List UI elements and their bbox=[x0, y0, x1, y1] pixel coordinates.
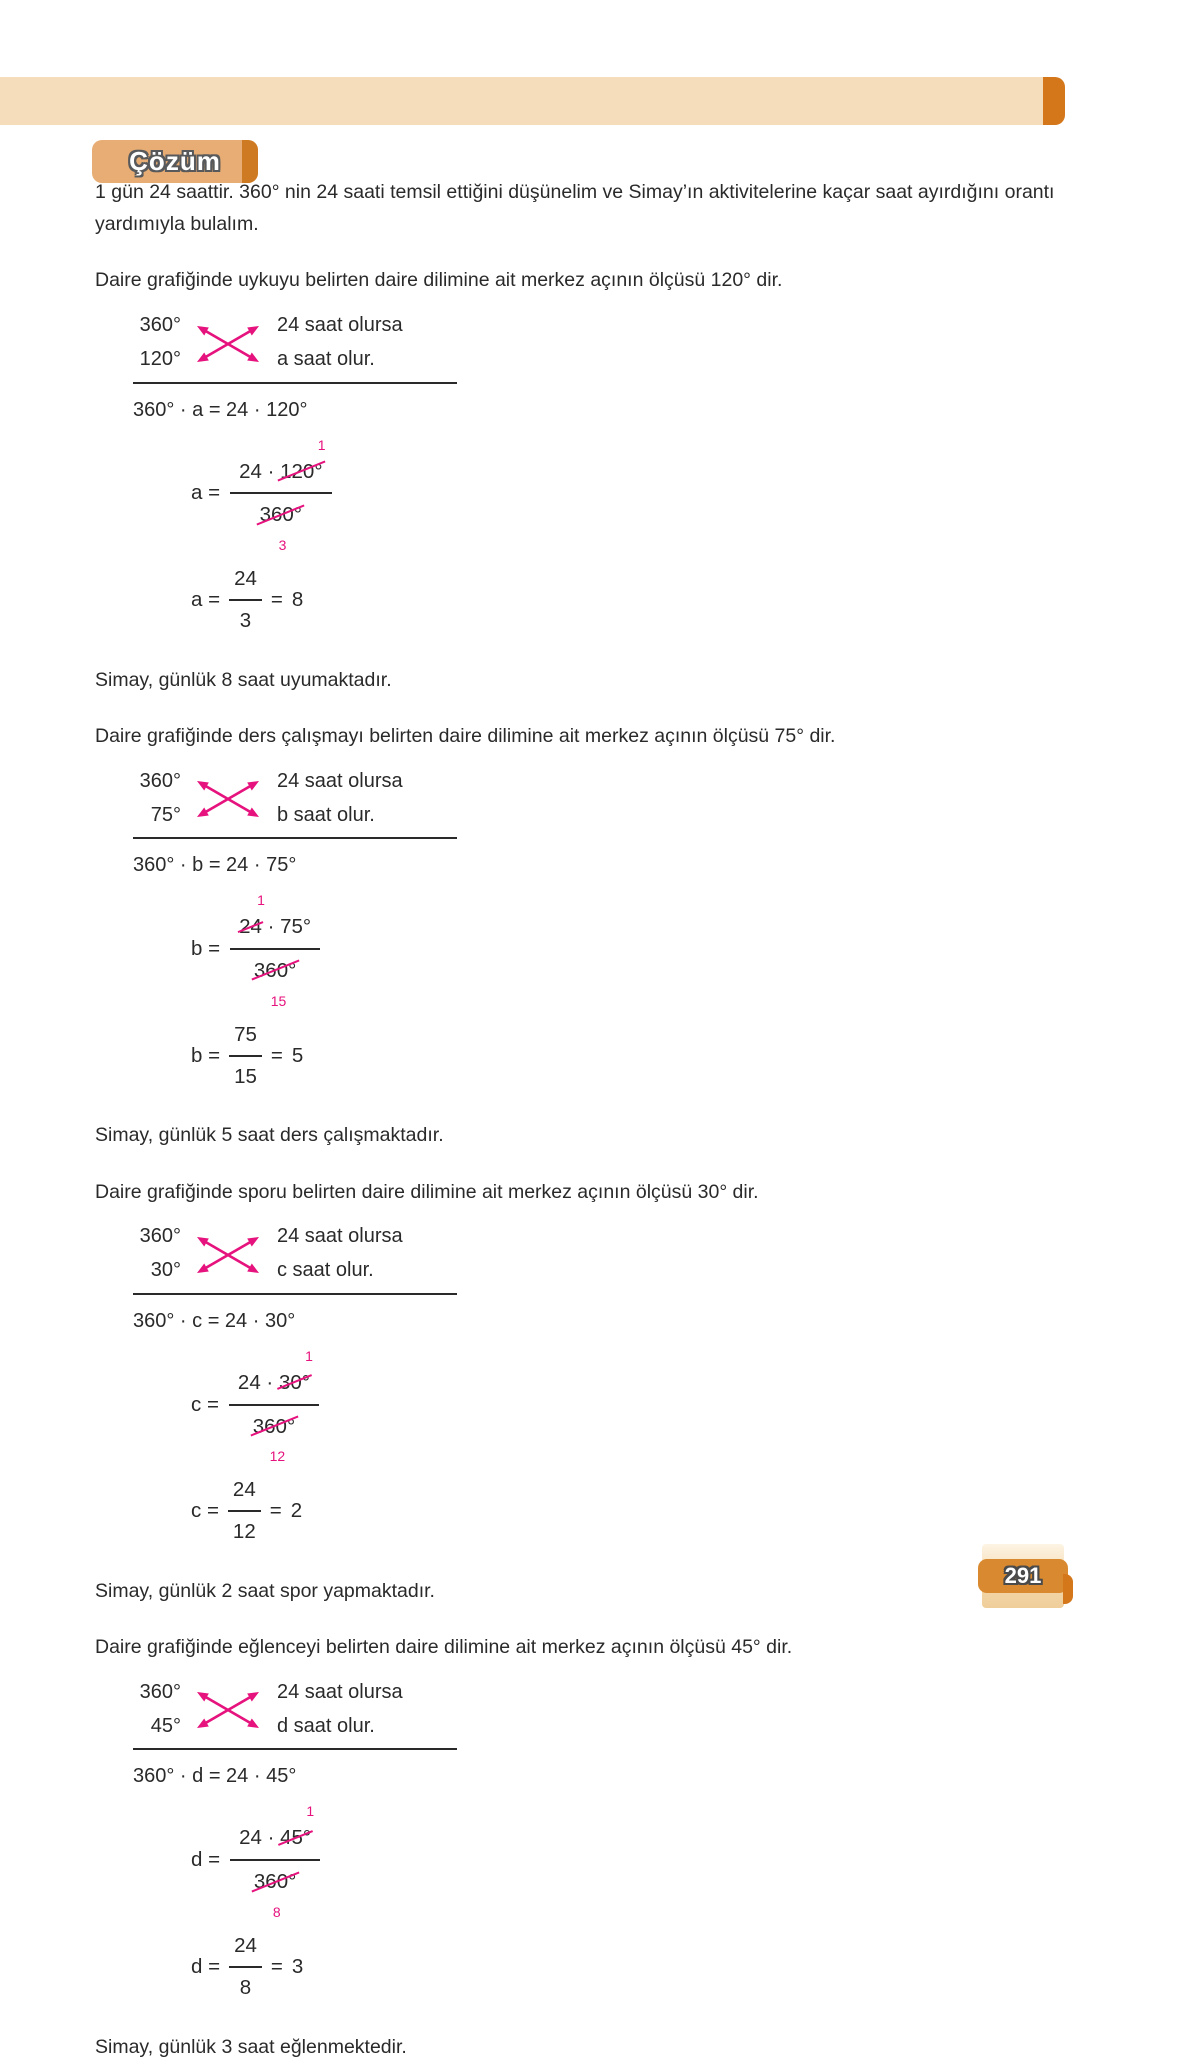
fraction-variable: d = bbox=[191, 1848, 221, 1872]
result-value: 8 bbox=[291, 588, 304, 612]
page-badge-plate bbox=[978, 1559, 1068, 1593]
section-header-bar-cap bbox=[1043, 77, 1065, 125]
result-numerator: 24 bbox=[229, 1929, 262, 1968]
equals-sign: = bbox=[269, 1499, 282, 1523]
fraction-numerator bbox=[230, 892, 320, 950]
numerator-struck-text: 24 bbox=[239, 915, 262, 939]
fraction-step bbox=[191, 1803, 1105, 1920]
proportion-degree-total: 360° bbox=[139, 1225, 181, 1248]
proportion-degree-total: 360° bbox=[139, 1680, 181, 1703]
fraction-step bbox=[191, 892, 1105, 1009]
cancel-result-top: 1 bbox=[257, 892, 265, 909]
solution-body bbox=[95, 176, 1105, 2063]
result-step bbox=[191, 1473, 1105, 1549]
result-numerator: 24 bbox=[228, 1473, 261, 1512]
proportion-row-top bbox=[133, 1675, 457, 1709]
result-denominator: 12 bbox=[232, 1520, 256, 1544]
solution-badge-label: Çözüm bbox=[129, 146, 221, 176]
cross-arrows-icon bbox=[185, 1229, 269, 1281]
intro-paragraph: 1 gün 24 saattir. 360° nin 24 saati temsil ettiğini düşünelim ve Simay’ın aktivitelerine kaçar saat ayırdığını orantı yardımıyla bulalım. bbox=[95, 181, 1055, 236]
numerator-prefix: 24 · bbox=[239, 1826, 281, 1850]
page-number-badge bbox=[978, 1544, 1074, 1610]
result-step bbox=[191, 1018, 1105, 1094]
cancel-result-bottom: 8 bbox=[272, 1903, 281, 1920]
result-variable: a = bbox=[191, 588, 221, 612]
block-intro: Daire grafiğinde eğlenceyi belirten daire dilimine ait merkez açının ölçüsü 45° dir. bbox=[95, 1636, 793, 1659]
proportion-figure bbox=[133, 764, 457, 839]
proportion-row-bottom bbox=[133, 798, 457, 832]
block-intro: Daire grafiğinde sporu belirten daire dilimine ait merkez açının ölçüsü 30° dir. bbox=[95, 1180, 759, 1203]
result-variable: d = bbox=[191, 1954, 221, 1978]
cancel-result-bottom: 12 bbox=[269, 1448, 286, 1465]
equals-sign: = bbox=[270, 588, 283, 612]
result-step bbox=[191, 562, 1105, 638]
fraction-denominator bbox=[230, 950, 320, 1009]
numerator-struck-text: 45° bbox=[280, 1826, 312, 1850]
section-header-bar bbox=[0, 77, 1045, 125]
proportion-degree-part: 120° bbox=[139, 348, 181, 371]
fraction-numerator bbox=[229, 1347, 319, 1406]
cancel-result-top: 1 bbox=[305, 1347, 313, 1364]
cancelled-numerator-value bbox=[278, 1347, 313, 1400]
proportion-figure bbox=[133, 1675, 457, 1750]
equals-sign: = bbox=[270, 1954, 283, 1978]
cancelled-denominator-value bbox=[253, 1865, 297, 1920]
proportion-row-top bbox=[133, 309, 457, 343]
cancelled-denominator-value bbox=[252, 1410, 296, 1465]
fraction bbox=[230, 1803, 320, 1920]
cancelled-numerator-value bbox=[239, 892, 265, 944]
fraction-step bbox=[191, 1347, 1105, 1465]
fraction-numerator bbox=[230, 1803, 320, 1861]
conclusion-text: Simay, günlük 3 saat eğlenmektedir. bbox=[95, 2035, 407, 2058]
proportion-degree-total: 360° bbox=[139, 769, 181, 792]
cross-arrows-icon bbox=[185, 773, 269, 825]
proportion-hours-part: b saat olur. bbox=[277, 803, 375, 826]
conclusion-text: Simay, günlük 2 saat spor yapmaktadır. bbox=[95, 1579, 435, 1602]
block-intro: Daire grafiğinde uykuyu belirten daire dilimine ait merkez açının ölçüsü 120° dir. bbox=[95, 269, 783, 292]
result-variable: b = bbox=[191, 1043, 221, 1067]
result-fraction bbox=[228, 1473, 261, 1549]
cross-product-equation: 360° · a = 24 · 120° bbox=[133, 398, 308, 421]
result-value: 5 bbox=[291, 1043, 304, 1067]
cancel-result-bottom: 15 bbox=[270, 992, 287, 1009]
result-fraction bbox=[229, 1929, 262, 2005]
block-intro: Daire grafiğinde ders çalışmayı belirten daire dilimine ait merkez açının ölçüsü 75° dir. bbox=[95, 724, 836, 747]
proportion-hours-part: c saat olur. bbox=[277, 1259, 374, 1282]
proportion-hours-total: 24 saat olursa bbox=[277, 314, 403, 337]
cancelled-denominator-value bbox=[253, 954, 297, 1009]
fraction bbox=[230, 892, 320, 1009]
cancel-result-top: 1 bbox=[317, 436, 326, 453]
page-number: 291 bbox=[1004, 1563, 1042, 1588]
fraction-denominator bbox=[230, 1861, 320, 1920]
fraction-variable: c = bbox=[191, 1392, 219, 1416]
proportion-degree-total: 360° bbox=[139, 314, 181, 337]
proportion-hours-part: a saat olur. bbox=[277, 348, 375, 371]
conclusion-text: Simay, günlük 8 saat uyumaktadır. bbox=[95, 668, 392, 691]
proportion-hours-part: d saat olur. bbox=[277, 1714, 375, 1737]
solution-block-fun bbox=[95, 1631, 1105, 2063]
cross-arrows-icon bbox=[185, 318, 269, 370]
proportion-row-top bbox=[133, 764, 457, 798]
cross-product-equation: 360° · d = 24 · 45° bbox=[133, 1765, 297, 1788]
denominator-struck-text: 360° bbox=[253, 958, 297, 982]
cancelled-numerator-value bbox=[280, 1803, 315, 1855]
numerator-struck-text: 30° bbox=[278, 1370, 310, 1394]
result-fraction bbox=[229, 562, 262, 638]
cross-arrows-icon bbox=[185, 1684, 269, 1736]
conclusion-text: Simay, günlük 5 saat ders çalışmaktadır. bbox=[95, 1124, 444, 1147]
fraction-denominator bbox=[229, 1406, 319, 1465]
cancelled-denominator-value bbox=[259, 498, 302, 554]
proportion-row-bottom bbox=[133, 343, 457, 377]
fraction-variable: b = bbox=[191, 937, 221, 961]
proportion-row-top bbox=[133, 1220, 457, 1254]
result-step bbox=[191, 1929, 1105, 2005]
cross-product-equation: 360° · b = 24 · 75° bbox=[133, 854, 297, 877]
proportion-hours-total: 24 saat olursa bbox=[277, 769, 403, 792]
denominator-struck-text: 360° bbox=[252, 1414, 296, 1438]
page-badge-fold bbox=[1063, 1574, 1073, 1604]
result-denominator: 8 bbox=[239, 1975, 252, 1999]
denominator-struck-text: 360° bbox=[253, 1870, 297, 1894]
proportion-degree-part: 45° bbox=[150, 1714, 181, 1737]
solution-block-sleep bbox=[95, 264, 1105, 696]
result-fraction bbox=[229, 1018, 262, 1094]
proportion-hours-total: 24 saat olursa bbox=[277, 1225, 403, 1248]
cancelled-numerator-value bbox=[280, 436, 326, 489]
fraction-variable: a = bbox=[191, 481, 221, 505]
cancel-result-bottom: 3 bbox=[278, 537, 287, 554]
result-denominator: 3 bbox=[239, 608, 252, 632]
result-value: 2 bbox=[290, 1499, 303, 1523]
proportion-hours-total: 24 saat olursa bbox=[277, 1680, 403, 1703]
proportion-figure bbox=[133, 1220, 457, 1295]
solution-block-study bbox=[95, 720, 1105, 1152]
cancel-result-top: 1 bbox=[306, 1803, 315, 1820]
numerator-prefix: 24 · bbox=[239, 459, 281, 483]
result-numerator: 24 bbox=[229, 562, 262, 601]
fraction-step bbox=[191, 436, 1105, 554]
solution-block-sport bbox=[95, 1176, 1105, 1608]
result-variable: c = bbox=[191, 1499, 219, 1523]
proportion-row-bottom bbox=[133, 1709, 457, 1743]
result-denominator: 15 bbox=[234, 1064, 257, 1088]
proportion-degree-part: 30° bbox=[150, 1259, 181, 1282]
fraction bbox=[229, 1347, 319, 1465]
proportion-row-bottom bbox=[133, 1254, 457, 1288]
fraction-denominator bbox=[230, 494, 331, 554]
numerator-struck-text: 120° bbox=[280, 459, 323, 483]
cross-product-equation: 360° · c = 24 · 30° bbox=[133, 1309, 296, 1332]
denominator-struck-text: 360° bbox=[259, 503, 302, 527]
numerator-suffix: · 75° bbox=[261, 915, 312, 939]
numerator-prefix: 24 · bbox=[237, 1370, 279, 1394]
result-numerator: 75 bbox=[229, 1018, 262, 1057]
equals-sign: = bbox=[270, 1043, 283, 1067]
fraction bbox=[230, 436, 331, 554]
proportion-figure bbox=[133, 309, 457, 384]
fraction-numerator bbox=[230, 436, 331, 495]
proportion-degree-part: 75° bbox=[150, 803, 181, 826]
result-value: 3 bbox=[291, 1954, 304, 1978]
